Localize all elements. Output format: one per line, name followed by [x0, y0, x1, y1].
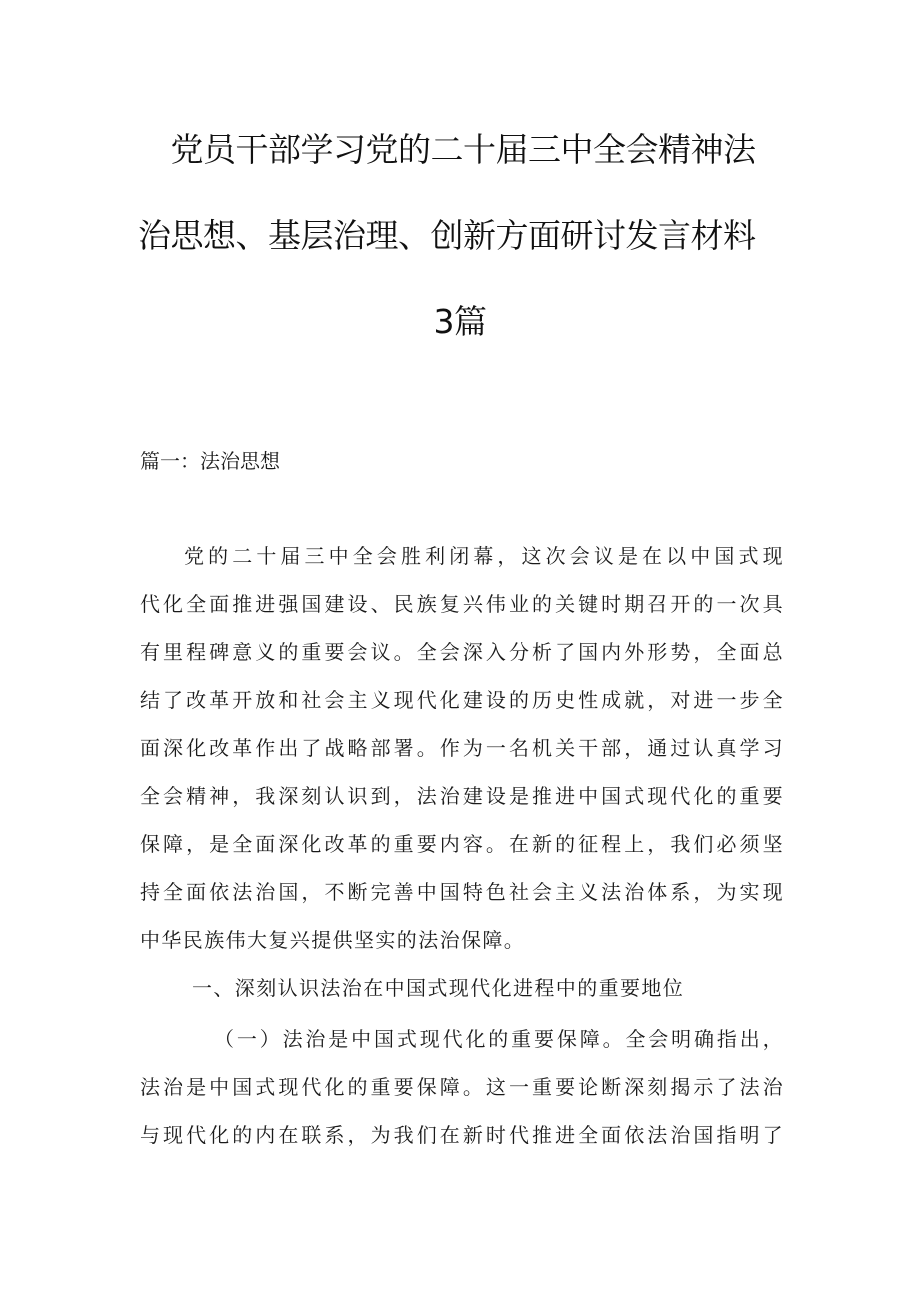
title-line-3: 3篇: [433, 302, 487, 341]
paragraph-line: 党的二十届三中全会胜利闭幕，这次会议是在以中国式现: [184, 544, 784, 568]
title-line-1: 党员干部学习党的二十届三中全会精神法: [170, 130, 756, 169]
paragraph-line: 代化全面推进强国建设、民族复兴伟业的关键时期召开的一次具: [140, 592, 784, 616]
paragraph-line: 结了改革开放和社会主义现代化建设的历史性成就，对进一步全: [140, 688, 784, 712]
paragraph-line: 有里程碑意义的重要会议。全会深入分析了国内外形势，全面总: [140, 640, 784, 664]
document-title: [120, 128, 800, 386]
section-label: 篇一：法治思想: [140, 449, 280, 473]
title-line-2: 治思想、基层治理、创新方面研讨发言材料: [138, 216, 756, 255]
section-heading: 一、深刻认识法治在中国式现代化进程中的重要地位: [192, 976, 685, 1000]
paragraph-line: 面深化改革作出了战略部署。作为一名机关干部，通过认真学习: [140, 736, 784, 760]
paragraph-line: 法治是中国式现代化的重要保障。这一重要论断深刻揭示了法治: [140, 1075, 784, 1099]
paragraph-line: 与现代化的内在联系，为我们在新时代推进全面依法治国指明了: [140, 1123, 784, 1147]
paragraph-line: 保障，是全面深化改革的重要内容。在新的征程上，我们必须坚: [140, 832, 784, 856]
paragraph-line: （一）法治是中国式现代化的重要保障。全会明确指出，: [214, 1027, 784, 1051]
paragraph-line: 全会精神，我深刻认识到，法治建设是推进中国式现代化的重要: [140, 784, 784, 808]
paragraph-line: 持全面依法治国，不断完善中国特色社会主义法治体系，为实现: [140, 880, 784, 904]
paragraph-1: [140, 538, 784, 970]
paragraph-line: 中华民族伟大复兴提供坚实的法治保障。: [140, 928, 526, 952]
paragraph-2: [140, 1021, 784, 1165]
